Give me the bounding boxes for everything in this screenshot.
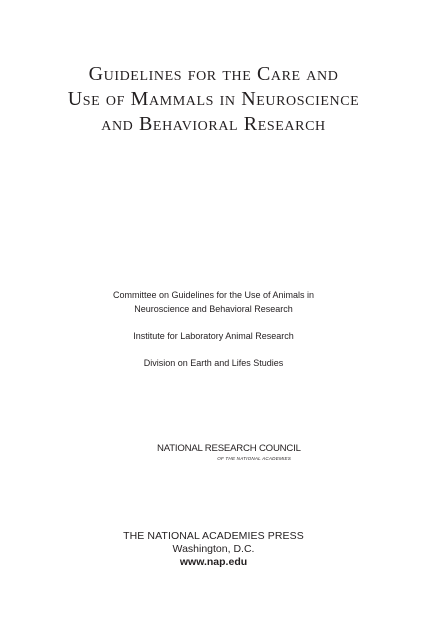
publisher-city: Washington, D.C. [172,543,255,555]
committee-name-line-2: Neuroscience and Behavioral Research [134,304,293,314]
nrc-logo [157,443,301,463]
book-title-line-3: and Behavioral Research [101,113,326,135]
publisher-imprint [0,530,427,569]
publisher-name: THE NATIONAL ACADEMIES PRESS [123,530,304,542]
book-title-line-1: Guidelines for the Care and [88,63,339,85]
nrc-logo-name: NATIONAL RESEARCH COUNCIL [157,443,301,454]
authoring-bodies [0,288,427,370]
nrc-logo-tagline: OF THE NATIONAL ACADEMIES [217,456,291,461]
book-title-line-2: Use of Mammals in Neuroscience [67,88,360,110]
book-title [0,62,427,137]
division-name: Division on Earth and Lifes Studies [143,358,284,368]
committee-name-line-1: Committee on Guidelines for the Use of Animals in [112,290,315,300]
publisher-url: www.nap.edu [179,556,248,568]
institute-name: Institute for Laboratory Animal Research [133,331,294,341]
